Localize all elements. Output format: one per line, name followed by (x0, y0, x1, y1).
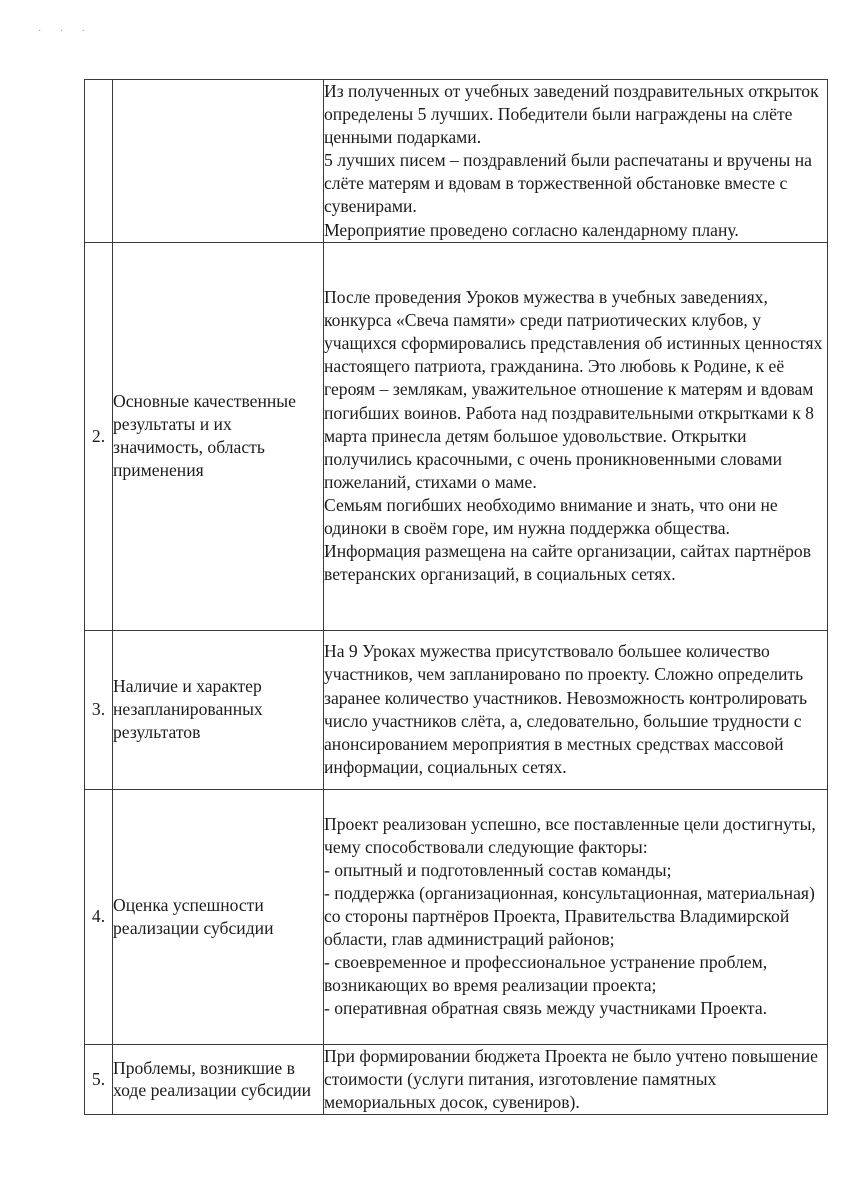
row-description (324, 242, 828, 630)
list-item: - своевременное и профессиональное устранение проблем, возникающих во время реализации проекта; (324, 952, 768, 996)
paragraph: Из полученных от учебных заведений поздравительных открыток определены 5 лучших. Победители были награждены на слёте ценными подарками. (324, 81, 819, 148)
list-item: - оперативная обратная связь между участниками Проекта. (324, 998, 768, 1019)
row-number: 5. (85, 1044, 113, 1114)
row-number (85, 80, 113, 243)
paragraph: При формировании бюджета Проекта не было учтено повышение стоимости (услуги питания, изготовление памятных мемориальных досок, сувениров). (324, 1045, 818, 1112)
row-number: 2. (85, 242, 113, 630)
list-item: - опытный и подготовленный состав команды; (324, 859, 672, 880)
table-row (85, 630, 828, 789)
row-description (324, 630, 828, 789)
scan-specks: · · · (38, 26, 93, 37)
paragraph: Мероприятие проведено согласно календарному плану. (324, 219, 739, 240)
row-title (113, 80, 324, 243)
row-description (324, 1044, 828, 1114)
row-description (324, 789, 828, 1044)
table-row (85, 1044, 828, 1114)
row-title: Основные качественные результаты и их значимость, область применения (113, 242, 324, 630)
paragraph: На 9 Уроках мужества присутствовало большее количество участников, чем запланировано по проекту. Сложно определить заранее количество участников. Невозможность контролировать число участников слёта, а, следовательно, большие трудности с анонсированием мероприятия в местных средствах массовой информации, социальных сетях. (324, 641, 808, 777)
paragraph: 5 лучших писем – поздравлений были распечатаны и вручены на слёте матерям и вдовам в торжественной обстановке вместе с сувенирами. (324, 150, 812, 217)
table-row (85, 80, 828, 243)
report-table (84, 79, 828, 1115)
row-title: Оценка успешности реализации субсидии (113, 789, 324, 1044)
table-row (85, 789, 828, 1044)
paragraph: Информация размещена на сайте организации, сайтах партнёров ветеранских организаций, в социальных сетях. (324, 541, 811, 585)
table-row (85, 242, 828, 630)
row-number: 4. (85, 789, 113, 1044)
paragraph: После проведения Уроков мужества в учебных заведениях, конкурса «Свеча памяти» среди патриотических клубов, у учащихся сформировались представления об истинных ценностях настоящего патриота, гражданина. Это любовь к Родине, к её героям – землякам, уважительное отношение к матерям и вдовам погибших воинов. Работа над поздравительными открытками к 8 марта принесла детям большое удовольствие. Открытки получились красочными, с очень проникновенными словами пожеланий, стихами о маме. (324, 287, 823, 492)
row-title: Проблемы, возникшие в ходе реализации субсидии (113, 1044, 324, 1114)
paragraph: Семьям погибших необходимо внимание и знать, что они не одиноки в своём горе, им нужна поддержка общества. (324, 494, 778, 538)
list-item: - поддержка (организационная, консультационная, материальная) со стороны партнёров Проекта, Правительства Владимирской области, глав администраций районов; (324, 883, 815, 950)
row-number: 3. (85, 630, 113, 789)
row-title: Наличие и характер незапланированных результатов (113, 630, 324, 789)
paragraph: Проект реализован успешно, все поставленные цели достигнуты, чему способствовали следующие факторы: (324, 813, 816, 857)
row-description (324, 80, 828, 243)
